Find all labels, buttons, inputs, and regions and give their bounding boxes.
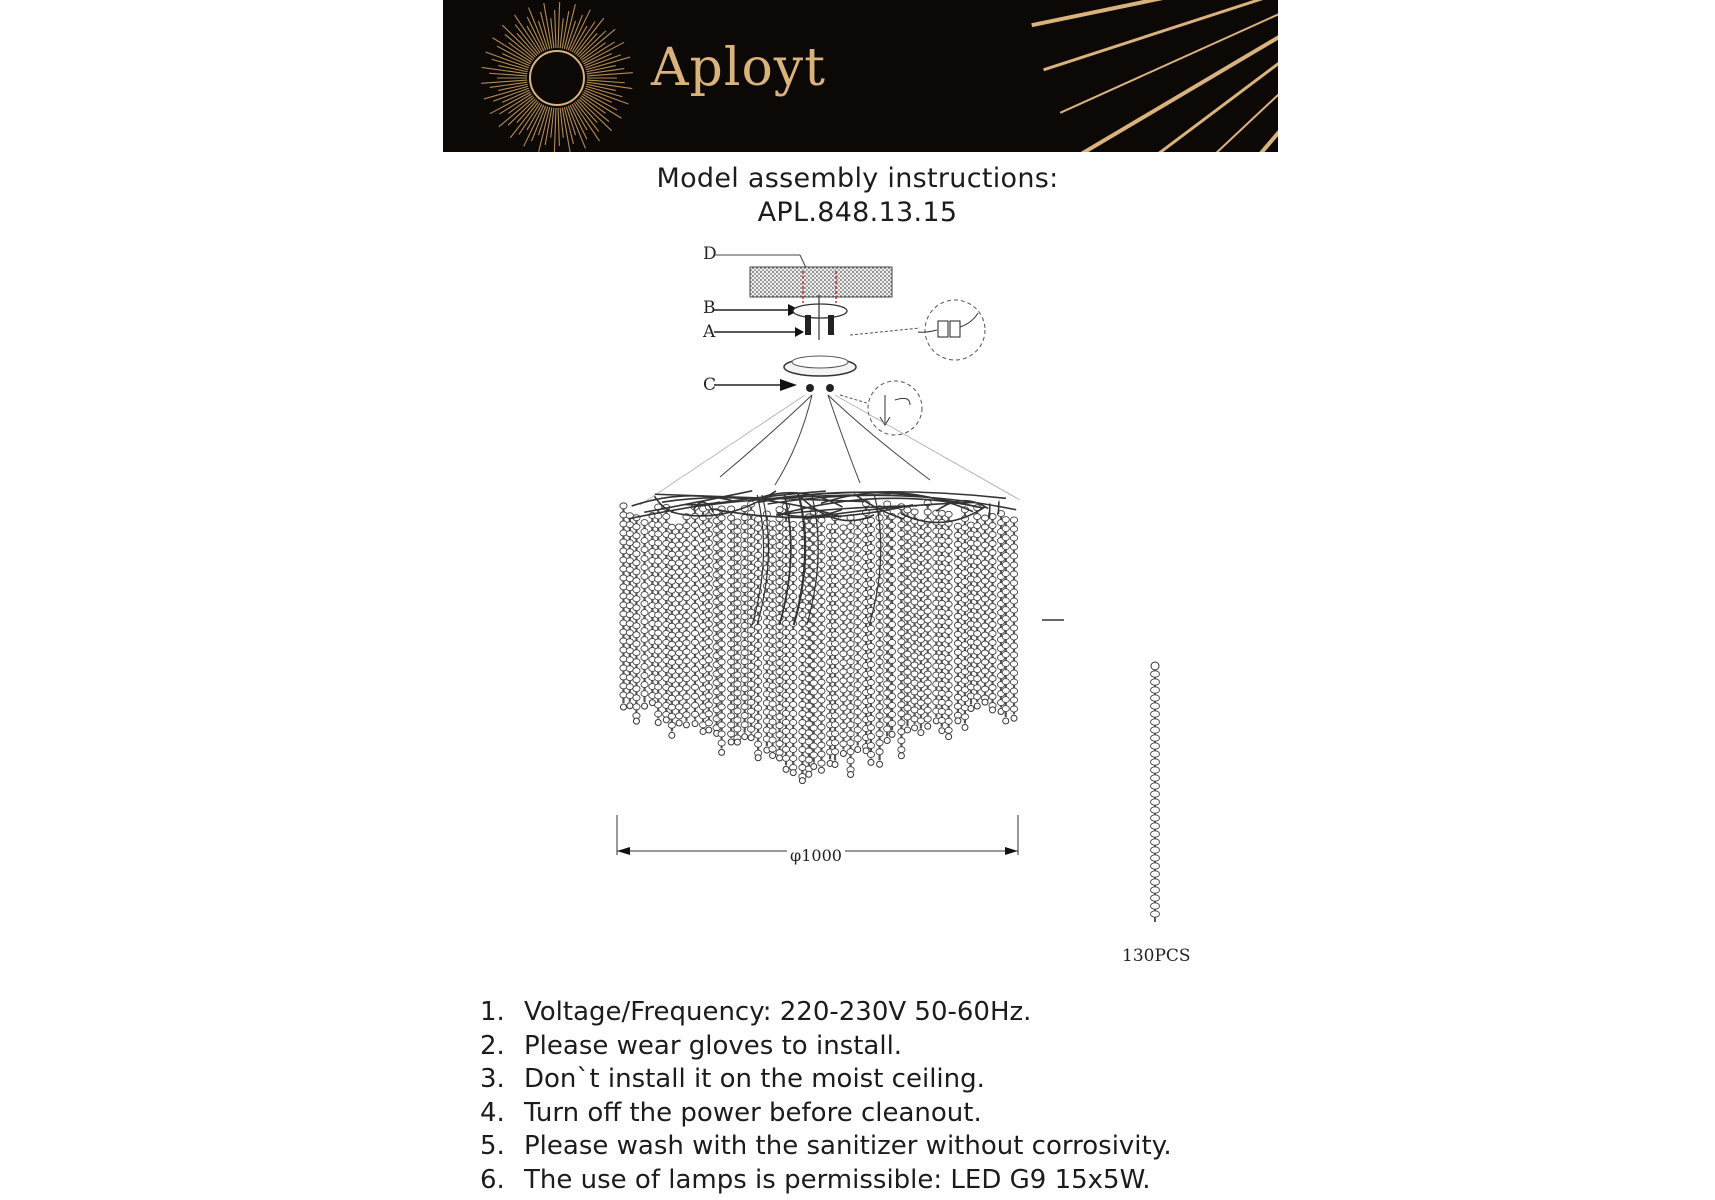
instruction-item: 1. Voltage/Frequency: 220-230V 50-60Hz.: [480, 997, 1032, 1027]
strand-count-label: 130PCS: [1122, 946, 1191, 966]
instruction-item: 2. Please wear gloves to install.: [480, 1030, 903, 1061]
label-c: C: [703, 375, 717, 395]
instruction-item: 5. Please wash with the sanitizer without corrosivity.: [480, 1131, 1172, 1161]
label-b: B: [703, 298, 716, 318]
instruction-item: 4. Turn off the power before cleanout.: [480, 1097, 982, 1128]
instructions-list: [480, 996, 1380, 1197]
document-title: Model assembly instructions:: [656, 163, 1059, 194]
diameter-label: φ1000: [787, 846, 845, 865]
label-a: A: [703, 322, 716, 342]
instruction-item: 3. Don`t install it on the moist ceiling.: [480, 1064, 985, 1094]
label-d: D: [703, 244, 717, 264]
brand-name: Aployt: [651, 38, 827, 98]
model-number: APL.848.13.15: [757, 197, 958, 228]
chandelier-diagram: [600, 235, 1100, 855]
brand-banner: [443, 0, 1278, 152]
sunburst-icon: [443, 0, 1278, 152]
crystal-strand-diagram: [1135, 660, 1175, 930]
instruction-item: 6. The use of lamps is permissible: LED G9 15x5W.: [480, 1164, 1151, 1195]
